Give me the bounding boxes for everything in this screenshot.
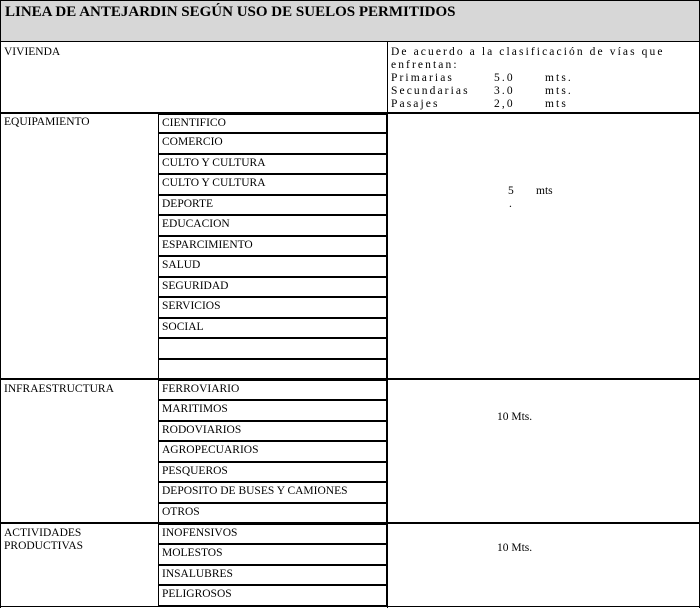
- equipamiento-unit: mts: [536, 185, 553, 197]
- frame-bottom: [0, 606, 700, 607]
- infraestructura-item: AGROPECUARIOS: [158, 441, 387, 462]
- actividades-label-line1: ACTIVIDADES: [4, 527, 82, 539]
- infraestructura-item: RODOVIARIOS: [158, 421, 387, 441]
- vivienda-row-tipo: Pasajes: [391, 98, 440, 110]
- actividades-value: 10 Mts.: [497, 542, 533, 554]
- vivienda-row-tipo: Primarias: [391, 72, 454, 84]
- actividades-label-line2: PRODUCTIVAS: [4, 540, 84, 552]
- equipamiento-item: SEGURIDAD: [158, 277, 387, 297]
- equipamiento-label: EQUIPAMIENTO: [4, 116, 90, 128]
- infraestructura-item: MARITIMOS: [158, 400, 387, 421]
- actividades-item: INSALUBRES: [158, 565, 387, 585]
- frame-left: [0, 0, 1, 608]
- infraestructura-label: INFRAESTRUCTURA: [4, 383, 114, 395]
- equipamiento-item: CIENTIFICO: [158, 114, 387, 133]
- infraestructura-item: DEPOSITO DE BUSES Y CAMIONES: [158, 482, 387, 503]
- equipamiento-value: 5: [508, 185, 514, 197]
- infraestructura-value: 10 Mts.: [497, 411, 533, 423]
- equipamiento-item: [158, 359, 387, 379]
- equipamiento-item: ESPARCIMIENTO: [158, 236, 387, 256]
- vivienda-row-valor: 3.0: [494, 85, 515, 97]
- vivienda-row-valor: 2,0: [494, 98, 515, 110]
- divider-title: [0, 41, 700, 42]
- infraestructura-item: PESQUEROS: [158, 462, 387, 482]
- equipamiento-item: COMERCIO: [158, 133, 387, 154]
- page-title: LINEA DE ANTEJARDIN SEGÚN USO DE SUELOS PERMITIDOS: [5, 4, 456, 20]
- vivienda-row-tipo: Secundarias: [391, 85, 470, 97]
- actividades-item: INOFENSIVOS: [158, 524, 387, 544]
- column-divider: [387, 41, 388, 608]
- equipamiento-dot: .: [509, 198, 512, 210]
- vivienda-text-line1: De acuerdo a la clasificación de vías que: [391, 46, 665, 58]
- equipamiento-item: SALUD: [158, 256, 387, 277]
- vivienda-text-line2: enfrentan:: [391, 59, 459, 71]
- equipamiento-item: DEPORTE: [158, 195, 387, 215]
- equipamiento-item: CULTO Y CULTURA: [158, 154, 387, 174]
- vivienda-row-unidad: mts.: [545, 72, 573, 84]
- equipamiento-item: CULTO Y CULTURA: [158, 174, 387, 195]
- equipamiento-item: SERVICIOS: [158, 297, 387, 318]
- infraestructura-item: OTROS: [158, 503, 387, 523]
- equipamiento-item: EDUCACION: [158, 215, 387, 236]
- infraestructura-item: FERROVIARIO: [158, 380, 387, 400]
- vivienda-row-unidad: mts: [545, 98, 568, 110]
- frame-top: [0, 0, 700, 1]
- vivienda-row-valor: 5.0: [494, 72, 515, 84]
- vivienda-row-unidad: mts.: [545, 85, 573, 97]
- equipamiento-item: SOCIAL: [158, 318, 387, 338]
- equipamiento-item: [158, 338, 387, 359]
- vivienda-label: VIVIENDA: [4, 46, 61, 58]
- actividades-item: MOLESTOS: [158, 544, 387, 565]
- actividades-item: PELIGROSOS: [158, 585, 387, 606]
